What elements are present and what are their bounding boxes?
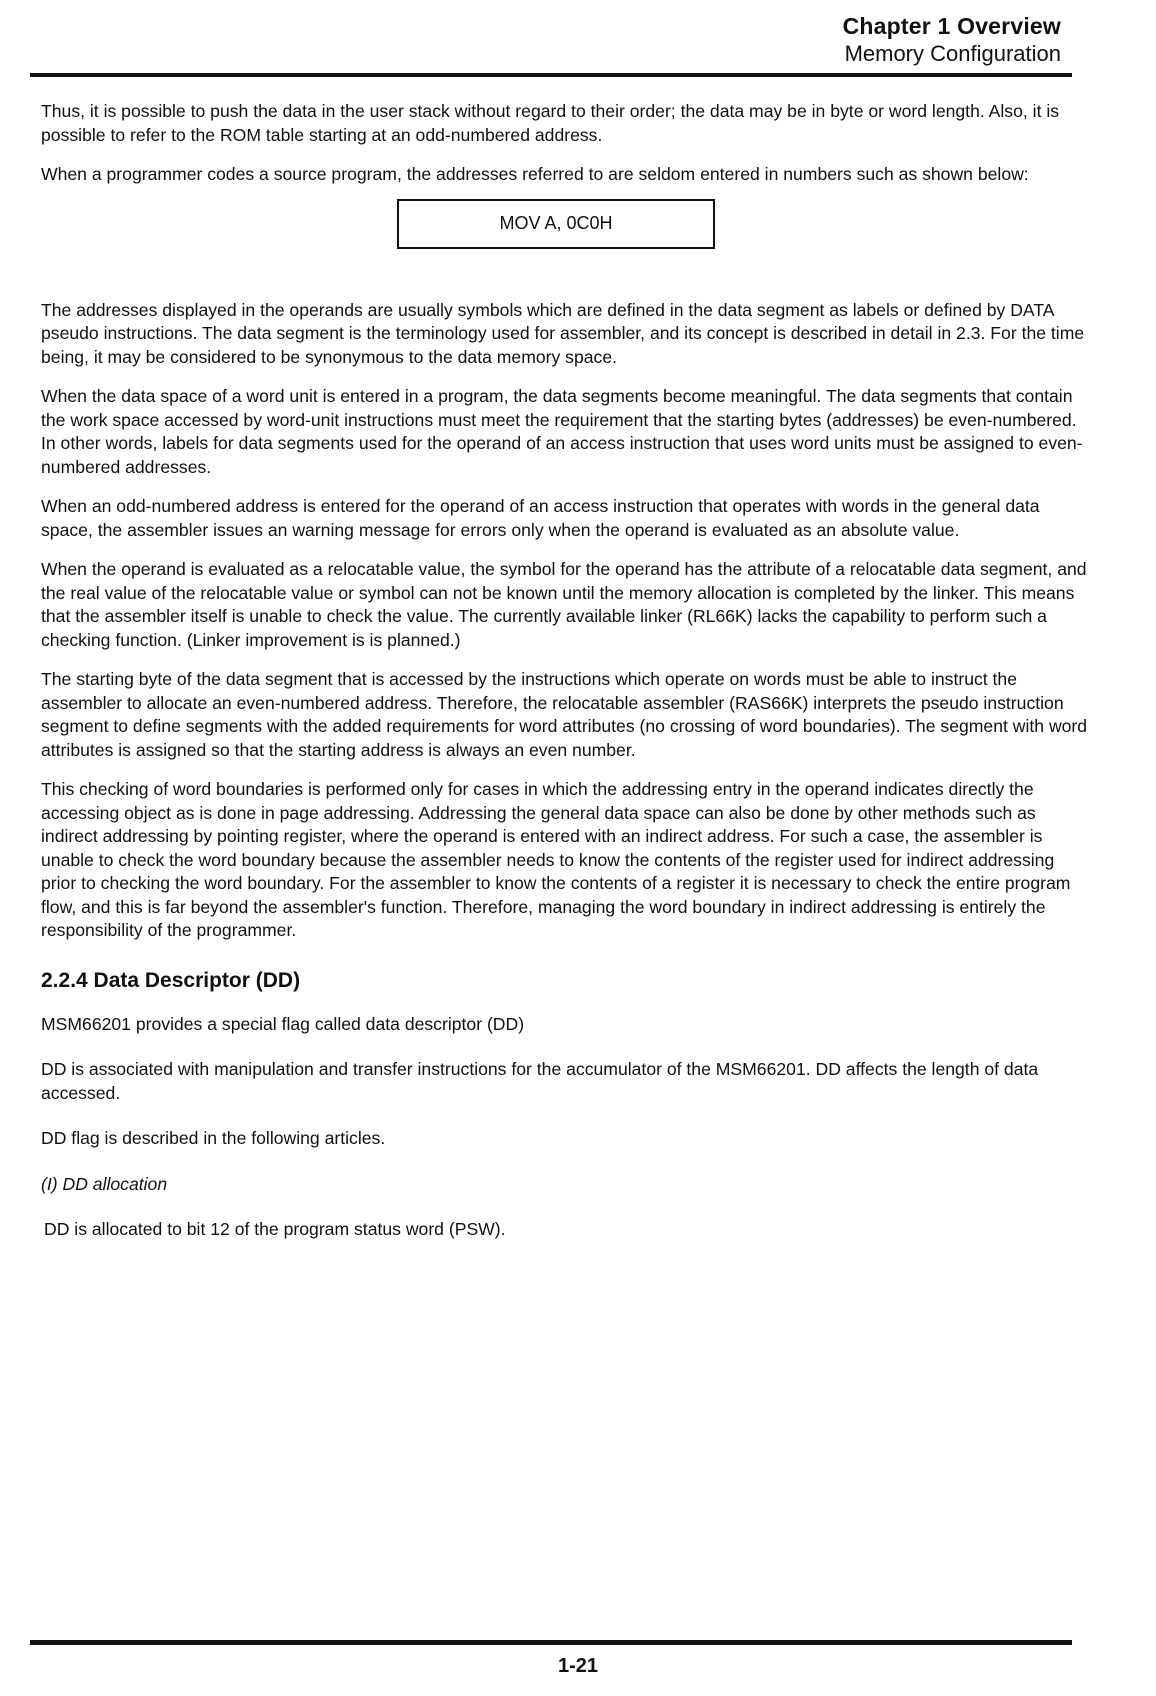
footer-rule	[30, 1640, 1072, 1645]
page-number: 1-21	[557, 1655, 599, 1677]
paragraph-5: When an odd-numbered address is entered for the operand of an access instruction that operates with words in the general data space, the assembler issues an warning message for errors only when the operand is evaluated as an absolute value.	[41, 496, 1040, 540]
paragraph-7: The starting byte of the data segment that is accessed by the instructions which operate on words must be able to instruct the assembler to allocate an even-numbered address. Therefore, the relocatable assembler (RAS66K) interprets the pseudo instruction segment to define segments with the added requirements for word attributes (no crossing of word boundaries). The segment with word attributes is assigned so that the starting address is always an even number.	[41, 669, 1088, 760]
code-example-box	[397, 199, 715, 249]
running-header	[843, 12, 1061, 68]
code-example: MOV A, 0C0H	[499, 212, 613, 233]
paragraph-10: DD is associated with manipulation and transfer instructions for the accumulator of the MSM66201. DD affects the length of data accessed.	[41, 1059, 1039, 1103]
paragraph-9: MSM66201 provides a special flag called data descriptor (DD)	[41, 1013, 525, 1034]
paragraph-3: The addresses displayed in the operands are usually symbols which are defined in the data segment as labels or defined by DATA pseudo instructions. The data segment is the terminology used for assembler, and its concept is described in detail in 2.3. For the time being, it may be considered to be synonymous to the data memory space.	[41, 299, 1085, 367]
paragraph-12: DD is allocated to bit 12 of the program status word (PSW).	[44, 1219, 506, 1239]
paragraph-4: When the data space of a word unit is entered in a program, the data segments become meaningful. The data segments that contain the work space accessed by word-unit instructions must meet the requirement that the starting bytes (addresses) be even-numbered. In other words, labels for data segments used for the operand of an access instruction that uses word units must be assigned to even-numbered addresses.	[41, 386, 1083, 477]
paragraph-1: Thus, it is possible to push the data in the user stack without regard to their order; the data may be in byte or word length. Also, it is possible to refer to the ROM table starting at an odd-numbered address.	[41, 101, 1060, 145]
item-heading: (I) DD allocation	[41, 1173, 168, 1194]
paragraph-11: DD flag is described in the following articles.	[41, 1128, 386, 1148]
chapter-title: Chapter 1 Overview	[842, 13, 1061, 39]
paragraph-8: This checking of word boundaries is performed only for cases in which the addressing entry in the operand indicates directly the accessing object as is done in page addressing. Addressing the general data space can also be done by other methods such as indirect addressing by pointing register, where the operand is entered with an indirect address. For such a case, the assembler is unable to check the word boundary because the assembler needs to know the contents of the register used for indirect addressing prior to checking the word boundary. For the assembler to know the contents of a register it is necessary to check the entire program flow, and this is far beyond the assembler's function. Therefore, managing the word boundary in indirect addressing is entirely the responsibility of the programmer.	[41, 779, 1071, 940]
paragraph-2: When a programmer codes a source program, the addresses referred to are seldom entered in numbers such as shown below:	[41, 164, 1029, 184]
header-rule	[30, 73, 1072, 77]
paragraph-6: When the operand is evaluated as a relocatable value, the symbol for the operand has the attribute of a relocatable data segment, and the real value of the relocatable value or symbol can not be known until the memory allocation is completed by the linker. This means that the assembler itself is unable to check the value. The currently available linker (RL66K) lacks the capability to perform such a checking function. (Linker improvement is is planned.)	[41, 559, 1087, 650]
section-title: Memory Configuration	[844, 41, 1061, 66]
subsection-heading: 2.2.4 Data Descriptor (DD)	[41, 968, 301, 992]
body-text	[41, 100, 1091, 1258]
